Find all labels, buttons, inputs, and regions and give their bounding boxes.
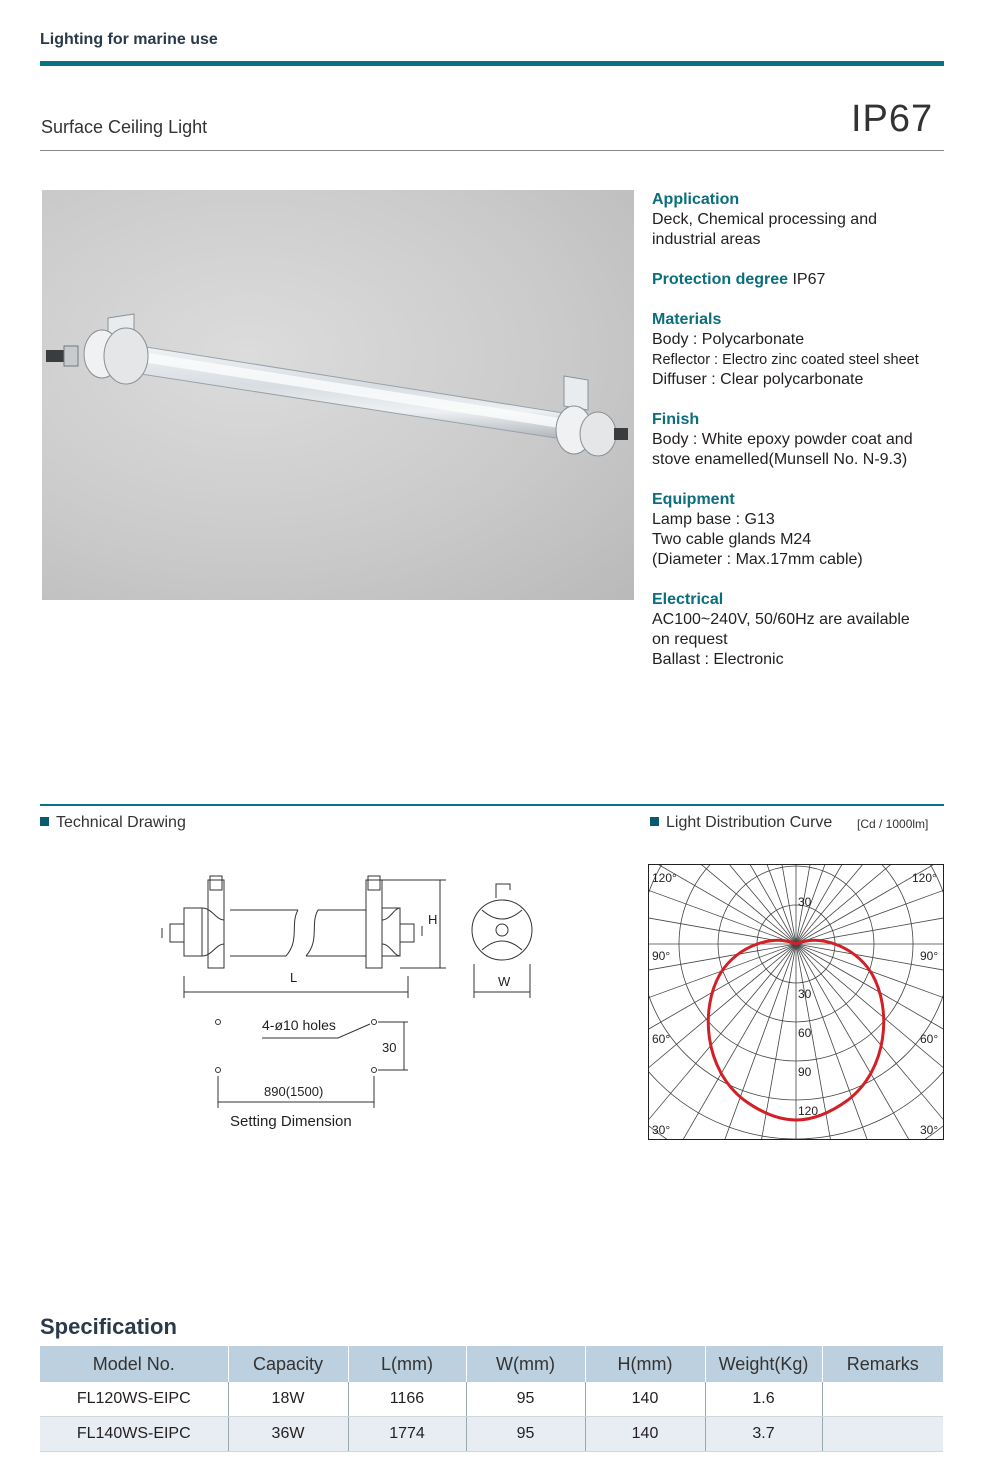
materials-line: Reflector : Electro zinc coated steel sheet	[652, 352, 919, 368]
radial-label: 90	[798, 1065, 812, 1079]
equipment-line: Two cable glands M24	[652, 531, 812, 548]
holes-label: 4-ø10 holes	[262, 1017, 336, 1033]
square-bullet-icon	[650, 817, 659, 826]
equipment-heading: Equipment	[652, 491, 735, 508]
table-cell: 1.6	[705, 1382, 822, 1417]
materials-line: Diffuser : Clear polycarbonate	[652, 371, 864, 388]
header-rule	[40, 61, 944, 66]
angle-label: 60°	[920, 1032, 939, 1046]
materials-section	[652, 310, 952, 390]
application-line: industrial areas	[652, 231, 761, 248]
table-cell: 140	[585, 1417, 705, 1452]
table-cell: FL120WS-EIPC	[40, 1382, 228, 1417]
radial-label: 60	[798, 1026, 812, 1040]
table-cell: 3.7	[705, 1417, 822, 1452]
table-cell	[822, 1382, 943, 1417]
setting-dimension-label: Setting Dimension	[230, 1113, 352, 1130]
column-header: W(mm)	[466, 1346, 585, 1382]
radial-label: 120	[798, 1104, 819, 1118]
finish-line: Body : White epoxy powder coat and	[652, 431, 913, 448]
specification-title: Specification	[40, 1314, 177, 1339]
column-header: Model No.	[40, 1346, 228, 1382]
product-name: Surface Ceiling Light	[41, 117, 208, 137]
materials-heading: Materials	[652, 311, 722, 328]
dim-30-label: 30	[382, 1040, 397, 1055]
spec-details	[652, 190, 952, 690]
protection-section	[652, 270, 952, 290]
dim-w-label: W	[498, 974, 511, 989]
finish-heading: Finish	[652, 411, 700, 428]
ip-rating: IP67	[851, 98, 934, 140]
angle-label: 120°	[652, 871, 677, 885]
setting-width-label: 890(1500)	[264, 1084, 324, 1099]
equipment-line: Lamp base : G13	[652, 511, 775, 528]
square-bullet-icon	[40, 817, 49, 826]
equipment-section	[652, 490, 952, 570]
table-row	[40, 1417, 943, 1452]
protection-value: IP67	[792, 271, 826, 288]
angle-label: 60°	[652, 1032, 671, 1046]
angle-label: 30°	[920, 1123, 939, 1137]
electrical-line: AC100~240V, 50/60Hz are available	[652, 611, 910, 628]
column-header: H(mm)	[585, 1346, 705, 1382]
product-photo	[42, 190, 634, 600]
radial-label: 30	[798, 895, 812, 909]
table-cell: 1166	[348, 1382, 466, 1417]
angle-label: 30°	[652, 1123, 671, 1137]
angle-label: 90°	[652, 949, 671, 963]
table-cell: 95	[466, 1417, 585, 1452]
electrical-line: Ballast : Electronic	[652, 651, 784, 668]
table-cell: FL140WS-EIPC	[40, 1417, 228, 1452]
table-cell: 140	[585, 1382, 705, 1417]
table-cell: 1774	[348, 1417, 466, 1452]
application-heading: Application	[652, 191, 740, 208]
technical-drawing	[150, 868, 570, 1148]
title-divider	[40, 150, 944, 151]
section-divider	[40, 804, 944, 806]
application-line: Deck, Chemical processing and	[652, 211, 877, 228]
specification-table	[40, 1346, 943, 1452]
table-row	[40, 1382, 943, 1417]
finish-section	[652, 410, 952, 470]
column-header: Remarks	[822, 1346, 943, 1382]
electrical-heading: Electrical	[652, 591, 724, 608]
table-cell: 95	[466, 1382, 585, 1417]
protection-heading: Protection degree	[652, 271, 789, 288]
header-title: Lighting for marine use	[40, 31, 218, 48]
table-header-row	[40, 1346, 943, 1382]
column-header: Weight(Kg)	[705, 1346, 822, 1382]
technical-drawing-label: Technical Drawing	[40, 814, 186, 832]
radial-label: 30	[798, 987, 812, 1001]
fixture-illustration	[42, 190, 634, 600]
light-distribution-label: Light Distribution Curve	[650, 814, 832, 832]
finish-line: stove enamelled(Munsell No. N-9.3)	[652, 451, 908, 468]
angle-label: 90°	[920, 949, 939, 963]
materials-line: Body : Polycarbonate	[652, 331, 805, 348]
column-header: L(mm)	[348, 1346, 466, 1382]
table-cell: 18W	[228, 1382, 348, 1417]
angle-label: 120°	[912, 871, 937, 885]
equipment-line: (Diameter : Max.17mm cable)	[652, 551, 863, 568]
dim-h-label: H	[428, 912, 438, 927]
light-distribution-curve	[648, 864, 944, 1140]
column-header: Capacity	[228, 1346, 348, 1382]
electrical-line: on request	[652, 631, 728, 648]
table-cell	[822, 1417, 943, 1452]
application-section	[652, 190, 952, 250]
candela-unit: [Cd / 1000lm]	[857, 817, 929, 831]
dim-l-label: L	[290, 970, 298, 985]
electrical-section	[652, 590, 952, 670]
table-cell: 36W	[228, 1417, 348, 1452]
